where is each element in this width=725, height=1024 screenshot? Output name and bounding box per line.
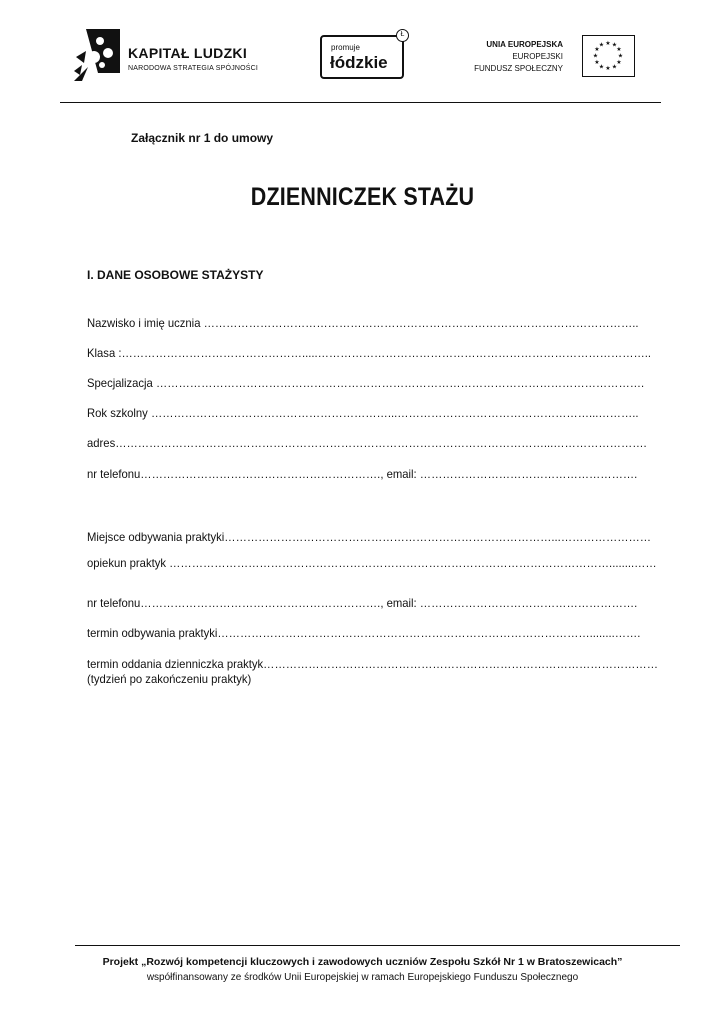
footer-project-line: Projekt „Rozwój kompetencji kluczowych i zawodowych uczniów Zespołu Szkół Nr 1 w Bratoszewicach” (102, 956, 623, 968)
svg-text:★: ★ (611, 41, 618, 49)
lodzkie-logo-text: łódzkie (330, 53, 388, 72)
field-termin-praktyki: termin odbywania praktyki………………………………………………………………………………………........……. (87, 626, 641, 640)
eu-line-3: FUNDUSZ SPOŁECZNY (474, 64, 563, 73)
field-specjalizacja: Specjalizacja …………………………………………………………………………………………………………………. (87, 376, 645, 390)
kapital-ludzki-subtitle: NARODOWA STRATEGIA SPÓJNOŚCI (128, 65, 259, 72)
field-termin-oddania-note: (tydzień po zakończeniu praktyk) (87, 672, 252, 686)
svg-text:★: ★ (594, 59, 600, 66)
svg-text:★: ★ (605, 40, 611, 47)
field-klasa: Klasa :………………………………………….....…………………………………………………………………………….. (87, 346, 652, 360)
eu-flag-icon (582, 35, 635, 77)
svg-text:★: ★ (616, 59, 622, 66)
footer-divider (75, 945, 680, 946)
kapital-ludzki-title: KAPITAŁ LUDZKI (128, 45, 248, 61)
lodzkie-badge-icon: Ł (396, 29, 409, 42)
footer-funding-line: współfinansowany ze środków Unii Europejskiej w ramach Europejskiego Funduszu Społecznego (146, 972, 579, 983)
svg-text:★: ★ (617, 52, 624, 60)
field-telefon-email: nr telefonu………………………………………………………., email: …………………………………………………. (87, 467, 638, 481)
field-miejsce-praktyki: Miejsce odbywania praktyki……………………………………………………………………………...…………………… (87, 530, 652, 544)
field-adres: adres……………………………………………………………………………………………………...……………………. (87, 436, 647, 450)
field-rok-szkolny: Rok szkolny ………………………………………………………...……………………………………………...……….. (87, 406, 639, 420)
svg-text:★: ★ (594, 46, 600, 53)
eu-line-2: EUROPEJSKI (512, 52, 563, 61)
document-title: DZIENNICZEK STAŻU (250, 183, 475, 211)
svg-text:★: ★ (616, 46, 622, 53)
svg-text:★: ★ (611, 63, 618, 71)
header-divider (60, 102, 661, 103)
svg-text:★: ★ (592, 52, 599, 60)
kapital-ludzki-emblem-icon (72, 27, 122, 83)
eu-line-1: UNIA EUROPEJSKA (486, 40, 563, 49)
field-name: Nazwisko i imię ucznia …………………………………………………………………………………………………….. (87, 316, 639, 330)
eu-logo-text (470, 39, 563, 75)
field-opiekun-telefon-email: nr telefonu………………………………………………………., email: …………………………………………………. (87, 596, 638, 610)
annex-label: Załącznik nr 1 do umowy (131, 131, 274, 145)
lodzkie-logo-small-text: promuje (331, 43, 360, 52)
svg-text:★: ★ (598, 63, 605, 71)
svg-text:★: ★ (605, 65, 611, 72)
section-title: I. DANE OSOBOWE STAŻYSTY (87, 268, 264, 282)
svg-text:★: ★ (598, 41, 605, 49)
field-opiekun: opiekun praktyk ………………………………………………………………………………………………………........…… (87, 556, 657, 570)
field-termin-oddania: termin oddania dzienniczka praktyk…………………………………………………………………………………………… (87, 657, 658, 671)
